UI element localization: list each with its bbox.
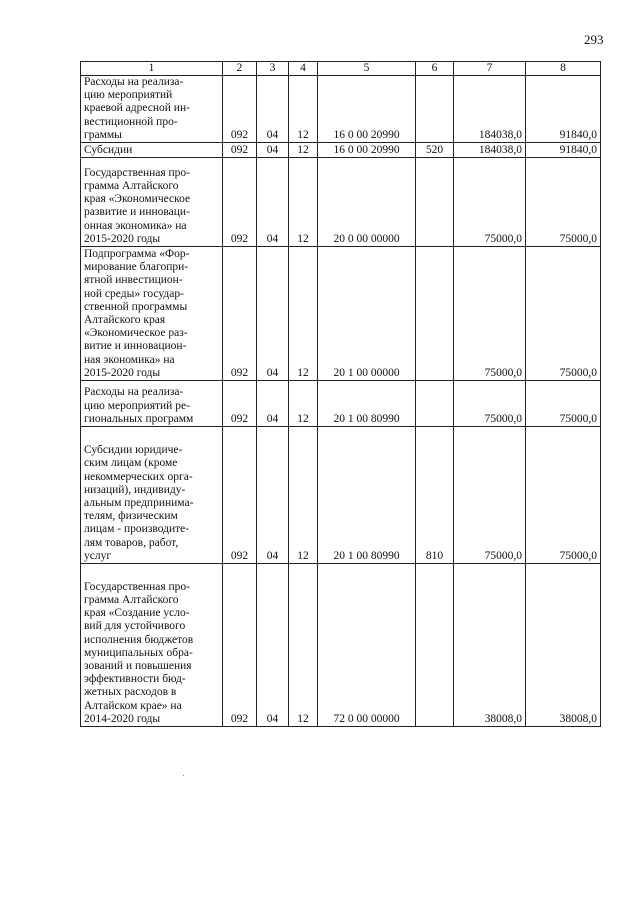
cell-amount-1: 75000,0 (454, 247, 526, 381)
cell-target-article: 16 0 00 20990 (318, 143, 416, 158)
cell-ministry: 092 (223, 247, 257, 381)
budget-table (80, 61, 601, 727)
table-row (81, 143, 601, 158)
cell-expense-type (416, 76, 454, 143)
table-row (81, 381, 601, 427)
cell-section: 04 (257, 76, 289, 143)
cell-expense-type: 520 (416, 143, 454, 158)
column-header: 1 (81, 62, 223, 76)
cell-amount-1: 184038,0 (454, 76, 526, 143)
cell-amount-2: 75000,0 (526, 427, 601, 564)
cell-subsection: 12 (289, 381, 318, 427)
cell-expense-type (416, 381, 454, 427)
cell-expense-type (416, 158, 454, 247)
cell-ministry: 092 (223, 158, 257, 247)
cell-subsection: 12 (289, 143, 318, 158)
column-header: 7 (454, 62, 526, 76)
cell-subsection: 12 (289, 247, 318, 381)
row-name: Расходы на реализа- цию мероприятий краевой адресной ин- вестиционной про- граммы (81, 76, 223, 143)
cell-amount-2: 75000,0 (526, 247, 601, 381)
row-name: Субсидии (81, 143, 223, 158)
row-name: Расходы на реализа- цию мероприятий ре- гиональных программ (81, 381, 223, 427)
cell-amount-1: 38008,0 (454, 564, 526, 727)
cell-subsection: 12 (289, 76, 318, 143)
cell-target-article: 20 1 00 80990 (318, 427, 416, 564)
column-header: 2 (223, 62, 257, 76)
cell-amount-1: 75000,0 (454, 158, 526, 247)
table-header-row (81, 62, 601, 76)
cell-ministry: 092 (223, 427, 257, 564)
cell-ministry: 092 (223, 381, 257, 427)
cell-section: 04 (257, 427, 289, 564)
cell-ministry: 092 (223, 564, 257, 727)
table-row (81, 427, 601, 564)
cell-target-article: 72 0 00 00000 (318, 564, 416, 727)
cell-subsection: 12 (289, 427, 318, 564)
cell-amount-2: 75000,0 (526, 158, 601, 247)
cell-section: 04 (257, 564, 289, 727)
column-header: 5 (318, 62, 416, 76)
table-row (81, 564, 601, 727)
cell-target-article: 20 1 00 80990 (318, 381, 416, 427)
row-name: Государственная про- грамма Алтайского края «Экономическое развитие и инноваци- онная экономика» на 2015-2020 годы (81, 158, 223, 247)
column-header: 6 (416, 62, 454, 76)
cell-expense-type (416, 247, 454, 381)
cell-section: 04 (257, 247, 289, 381)
page-number: 293 (584, 32, 604, 47)
cell-amount-2: 75000,0 (526, 381, 601, 427)
cell-expense-type (416, 564, 454, 727)
cell-amount-1: 75000,0 (454, 381, 526, 427)
cell-target-article: 16 0 00 20990 (318, 76, 416, 143)
row-name: Государственная про- грамма Алтайского края «Создание усло- вий для устойчивого исполнения бюджетов муниципальных обра- зований и повышения эффективности бюд- жетных расходов в Алтайском крае» на 2014-2020 годы (81, 564, 223, 727)
column-header: 8 (526, 62, 601, 76)
cell-amount-1: 75000,0 (454, 427, 526, 564)
column-header: 3 (257, 62, 289, 76)
column-header: 4 (289, 62, 318, 76)
cell-target-article: 20 0 00 00000 (318, 158, 416, 247)
table-row (81, 247, 601, 381)
row-name: Подпрограмма «Фор- мирование благопри- ятной инвестицион- ной среды» государ- ственной программы Алтайского края «Экономическое раз- витие и инновацион- ная экономика» на 2015-2020 годы (81, 247, 223, 381)
table-row (81, 158, 601, 247)
cell-expense-type: 810 (416, 427, 454, 564)
cell-section: 04 (257, 143, 289, 158)
cell-subsection: 12 (289, 158, 318, 247)
cell-section: 04 (257, 158, 289, 247)
cell-ministry: 092 (223, 76, 257, 143)
table-row (81, 76, 601, 143)
scan-speck (183, 775, 184, 776)
cell-target-article: 20 1 00 00000 (318, 247, 416, 381)
cell-amount-2: 91840,0 (526, 76, 601, 143)
cell-ministry: 092 (223, 143, 257, 158)
cell-amount-2: 38008,0 (526, 564, 601, 727)
cell-section: 04 (257, 381, 289, 427)
row-name: Субсидии юридиче- ским лицам (кроме некоммерческих орга- низаций), индивиду- альным предпринима- телям, физическим лицам - производите- лям товаров, работ, услуг (81, 427, 223, 564)
cell-amount-1: 184038,0 (454, 143, 526, 158)
cell-subsection: 12 (289, 564, 318, 727)
cell-amount-2: 91840,0 (526, 143, 601, 158)
